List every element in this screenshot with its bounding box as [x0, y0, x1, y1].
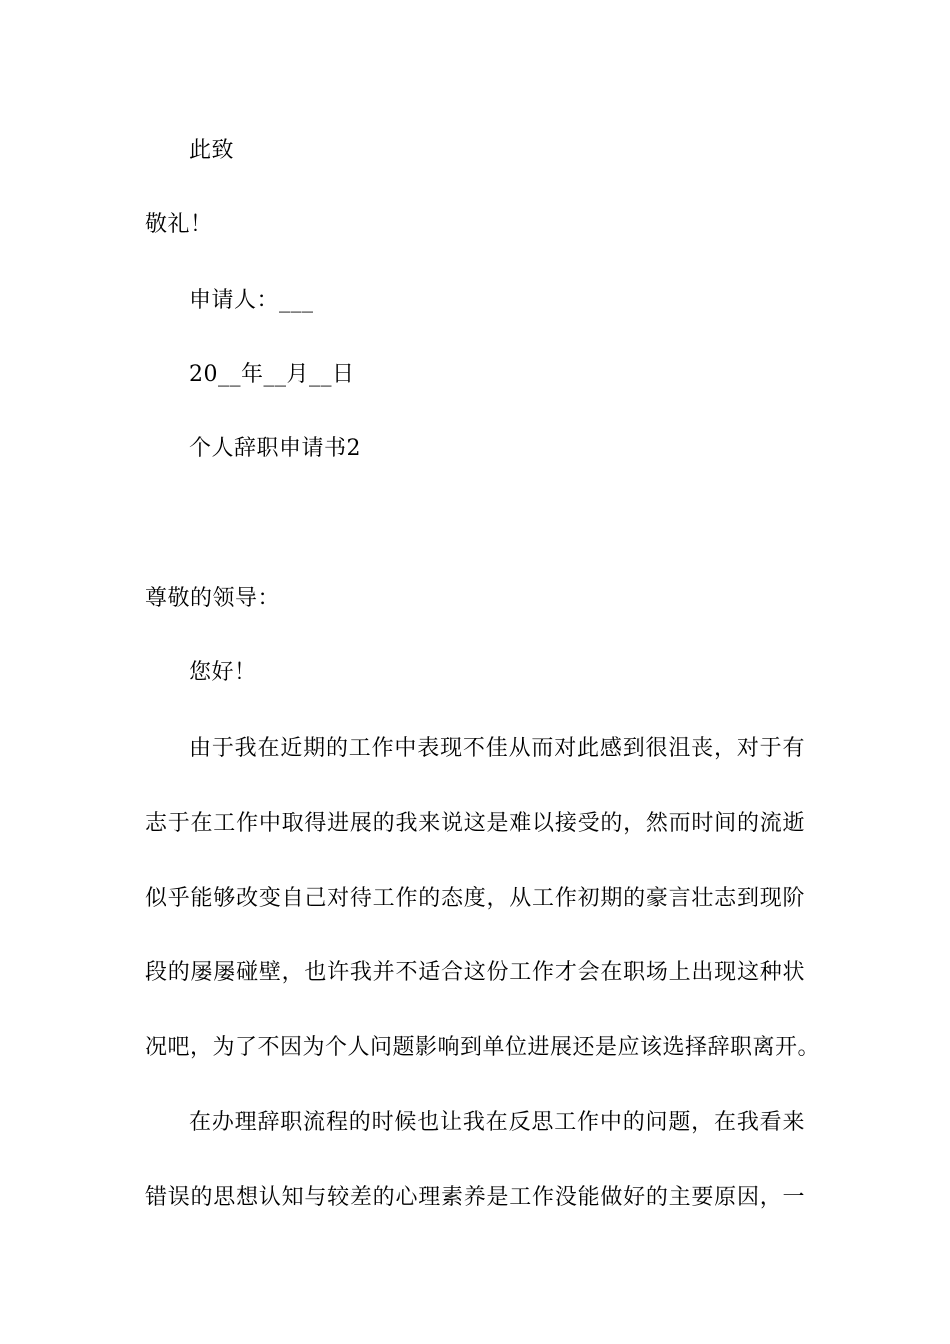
section-title: 个人辞职申请书2 [189, 436, 361, 461]
paragraph2-line: 在办理辞职流程的时候也让我在反思工作中的问题，在我看来 [189, 1110, 805, 1135]
applicant-line: 申请人：___ [189, 288, 314, 313]
date-line: 20__年__月__日 [189, 362, 355, 387]
paragraph2-line: 错误的思想认知与较差的心理素养是工作没能做好的主要原因，一 [145, 1185, 805, 1210]
greeting-to: 尊敬的领导： [145, 586, 281, 611]
closing-regards: 敬礼！ [145, 212, 213, 237]
paragraph1-line: 似乎能够改变自己对待工作的态度，从工作初期的豪言壮志到现阶 [145, 886, 805, 911]
closing-salute: 此致 [189, 138, 235, 163]
greeting-hello: 您好！ [189, 660, 257, 685]
paragraph1-line: 志于在工作中取得进展的我来说这是难以接受的，然而时间的流逝 [145, 811, 805, 836]
paragraph1-line: 由于我在近期的工作中表现不佳从而对此感到很沮丧，对于有 [189, 736, 805, 761]
paragraph1-line: 况吧，为了不因为个人问题影响到单位进展还是应该选择辞职离开。 [145, 1035, 821, 1060]
paragraph1-line: 段的屡屡碰壁，也许我并不适合这份工作才会在职场上出现这种状 [145, 960, 805, 985]
